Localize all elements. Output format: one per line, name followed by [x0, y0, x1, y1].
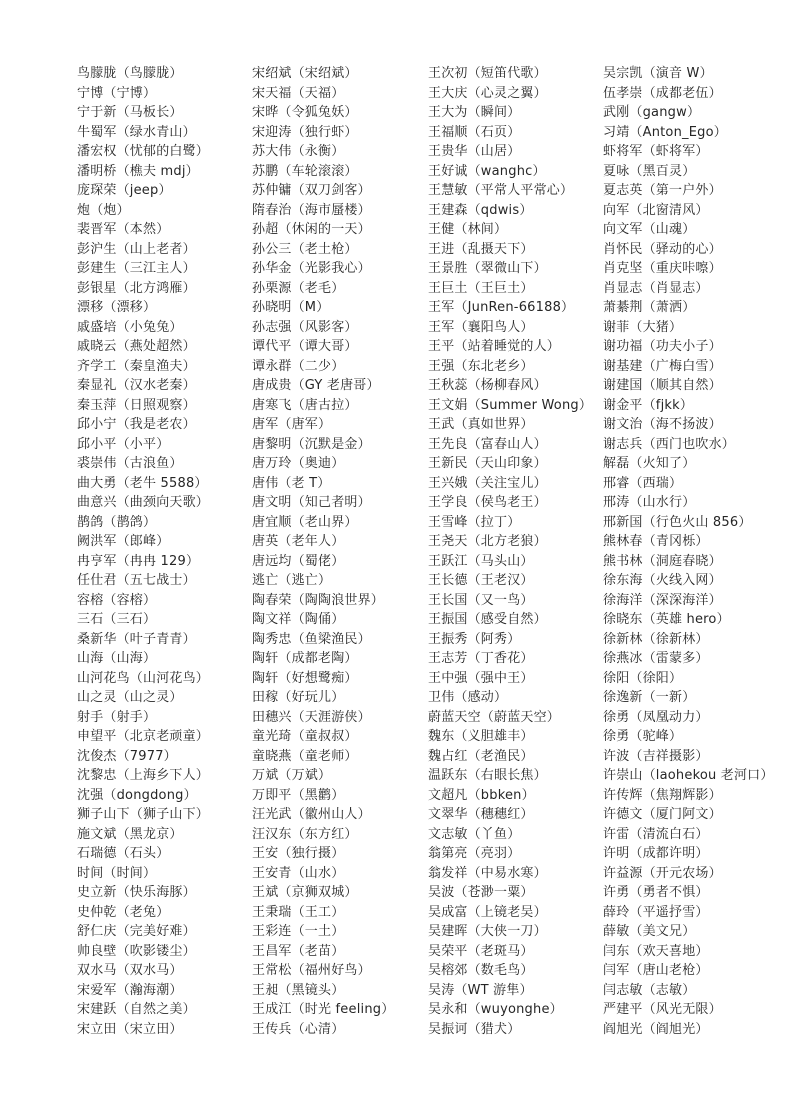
name-entry: 王景胜（翠微山下）	[428, 261, 547, 276]
name-entry: 彭建生（三江主人）	[77, 261, 196, 276]
name-entry: 徐新林（徐新林）	[603, 631, 709, 647]
name-entry: 吴波（苍渺一粟）	[428, 885, 534, 900]
name-entry: 沈黎忠（上海乡下人）	[77, 768, 210, 783]
name-entry: 邱小平（小平）	[77, 436, 170, 452]
name-entry: 孙超（休闲的一天）	[252, 222, 371, 237]
name-entry: 唐伟（老 T）	[252, 475, 331, 491]
name-entry: 王健（林间）	[428, 222, 508, 237]
name-entry: 王兴娥（关注宝儿）	[428, 475, 547, 491]
name-entry: 许雷（清流白石）	[603, 826, 709, 842]
name-entry: 王建森（qdwis）	[428, 202, 533, 218]
name-entry: 吴振诃（猎犬）	[428, 1021, 521, 1037]
name-entry: 戚晓云（燕处超然）	[77, 339, 196, 354]
name-entry: 魏东（义胆雄丰）	[428, 729, 534, 744]
name-entry: 魏占红（老渔民）	[428, 748, 534, 764]
name-entry: 彭沪生（山上老者）	[77, 241, 196, 257]
name-entry: 孙志强（风影客）	[252, 319, 358, 335]
name-entry: 许德文（厦门阿文）	[603, 807, 722, 822]
name-list-column-4	[603, 64, 790, 1039]
name-entry: 王大为（瞬间）	[428, 105, 521, 120]
name-entry: 石瑞德（石头）	[77, 846, 170, 861]
name-entry: 徐逸新（一新）	[603, 690, 696, 705]
name-entry: 王中强（强中王）	[428, 670, 534, 686]
name-entry: 戚盛培（小兔兔）	[77, 319, 183, 335]
name-entry: 邢新国（行色火山 856）	[603, 514, 752, 530]
name-entry: 徐晓东（英雄 hero）	[603, 612, 730, 627]
name-entry: 唐军（唐军）	[252, 417, 332, 432]
name-entry: 庞琛荣（jeep）	[77, 183, 172, 198]
name-entry: 孙公三（老土枪）	[252, 241, 358, 257]
name-entry: 王军（JunRen-66188）	[428, 300, 575, 315]
name-entry: 宋爱军（瀚海潮）	[77, 982, 183, 998]
name-entry: 陶轩（成都老陶）	[252, 651, 358, 666]
name-entry: 许传辉（焦翔辉影）	[603, 787, 722, 803]
name-entry: 闫志敏（志敏）	[603, 982, 696, 998]
name-entry: 王振国（感受自然）	[428, 612, 547, 627]
name-entry: 宋晔（令狐兔妖）	[252, 105, 358, 120]
name-entry: 吴榕郊（数毛鸟）	[428, 963, 534, 978]
name-entry: 宋绍斌（宋绍斌）	[252, 66, 358, 81]
name-entry: 徐阳（徐阳）	[603, 670, 683, 686]
name-entry: 解磊（火知了）	[603, 456, 696, 471]
name-entry: 谢基建（广梅白雪）	[603, 358, 722, 374]
name-entry: 翁第亮（亮羽）	[428, 846, 521, 861]
name-entry: 邢睿（西瑞）	[603, 475, 683, 491]
name-entry: 任仕君（五七战士）	[77, 573, 196, 588]
name-entry: 向文军（山魂）	[603, 222, 696, 237]
name-entry: 时间（时间）	[77, 865, 157, 881]
name-entry: 文志敏（丫鱼）	[428, 826, 521, 842]
name-entry: 宋立田（宋立田）	[77, 1021, 183, 1037]
name-entry: 唐宜顺（老山界）	[252, 514, 358, 530]
name-entry: 陶秀忠（鱼梁渔民）	[252, 631, 371, 647]
name-entry: 温跃东（右眼长焦）	[428, 768, 547, 783]
name-entry: 王昌军（老苗）	[252, 943, 345, 959]
name-entry: 王尧天（北方老狼）	[428, 534, 547, 549]
name-entry: 施文斌（黑龙京）	[77, 826, 183, 842]
name-entry: 蔚蓝天空（蔚蓝天空）	[428, 709, 561, 725]
name-entry: 文翠华（穗穗红）	[428, 807, 534, 822]
name-entry: 山海（山海）	[77, 651, 157, 666]
name-entry: 万即平（黑鹳）	[252, 787, 345, 803]
name-entry: 徐勇（凤凰动力）	[603, 709, 709, 725]
name-entry: 帅良壁（吹影镂尘）	[77, 943, 196, 959]
name-entry: 沈俊杰（7977）	[77, 748, 177, 764]
name-entry: 潘宏权（忧郁的白鹭）	[77, 144, 210, 159]
name-entry: 谢志兵（西门也吹水）	[603, 436, 736, 452]
name-entry: 史立新（快乐海豚）	[77, 885, 196, 900]
name-entry: 秦显礼（汉水老秦）	[77, 378, 196, 393]
name-entry: 许崇山（laohekou 老河口）	[603, 768, 774, 783]
name-entry: 王强（东北老乡）	[428, 358, 534, 374]
name-entry: 王斌（京狮双城）	[252, 885, 358, 900]
name-entry: 王彩连（一土）	[252, 924, 345, 939]
name-entry: 唐文明（知己者明）	[252, 495, 371, 510]
name-entry: 王新民（天山印象）	[428, 456, 547, 471]
name-entry: 孙晓明（M）	[252, 300, 330, 315]
name-entry: 谢功福（功夫小子）	[603, 339, 722, 354]
name-entry: 熊林春（青冈栎）	[603, 534, 709, 549]
name-entry: 徐东海（火线入网）	[603, 573, 722, 588]
name-entry: 阙洪军（郎峰）	[77, 534, 170, 549]
name-entry: 徐燕冰（雷蒙多）	[603, 651, 709, 666]
name-entry: 王跃江（马头山）	[428, 553, 534, 569]
name-entry: 王安（独行摄）	[252, 846, 345, 861]
name-entry: 漂移（漂移）	[77, 300, 157, 315]
name-entry: 谭永群（二少）	[252, 358, 345, 374]
name-entry: 吴成富（上镜老吴）	[428, 904, 547, 920]
name-entry: 炮（炮）	[77, 202, 130, 218]
name-entry: 曲意兴（曲颈向天歌）	[77, 495, 210, 510]
name-entry: 彭银星（北方鸿雁）	[77, 280, 196, 296]
name-entry: 王贵华（山居）	[428, 144, 521, 159]
name-entry: 虾将军（虾将军）	[603, 144, 709, 159]
name-entry: 谭代平（谭大哥）	[252, 339, 358, 354]
name-entry: 王次初（短笛代歌）	[428, 66, 547, 81]
name-entry: 陶春荣（陶陶浪世界）	[252, 592, 385, 608]
name-entry: 王昶（黑镜头）	[252, 982, 345, 998]
name-entry: 萧綦荆（萧洒）	[603, 300, 696, 315]
name-entry: 卫伟（感动）	[428, 690, 508, 705]
name-entry: 吴建晖（大侠一刀）	[428, 924, 547, 939]
name-entry: 裘崇伟（古浪鱼）	[77, 456, 183, 471]
name-entry: 宋迎涛（独行虾）	[252, 124, 358, 140]
name-entry: 谢建国（顺其自然）	[603, 378, 722, 393]
name-entry: 狮子山下（狮子山下）	[77, 807, 210, 822]
name-entry: 申望平（北京老顽童）	[77, 729, 210, 744]
name-entry: 吴荣平（老斑马）	[428, 943, 534, 959]
name-entry: 秦玉萍（日照观察）	[77, 397, 196, 413]
name-entry: 王安青（山水）	[252, 865, 345, 881]
name-entry: 逃亡（逃亡）	[252, 573, 332, 588]
name-entry: 王慧敏（平常人平常心）	[428, 183, 574, 198]
name-entry: 谢菲（大猪）	[603, 319, 683, 335]
name-entry: 邢涛（山水行）	[603, 495, 696, 510]
name-entry: 王进（乱摄天下）	[428, 241, 534, 257]
name-entry: 王平（站着睡觉的人）	[428, 339, 561, 354]
name-entry: 潘明桥（樵夫 mdj）	[77, 163, 199, 179]
name-entry: 王传兵（心清）	[252, 1021, 345, 1037]
name-entry: 王巨土（王巨土）	[428, 280, 534, 296]
name-entry: 伍孝崇（成都老伍）	[603, 85, 722, 101]
name-entry: 王大庆（心灵之翼）	[428, 85, 547, 101]
name-entry: 唐成贵（GY 老唐哥）	[252, 378, 380, 393]
name-entry: 隋春治（海市蜃楼）	[252, 202, 371, 218]
name-entry: 宁博（宁博）	[77, 85, 157, 101]
name-entry: 王先良（富春山人）	[428, 436, 547, 452]
name-entry: 孙栗源（老毛）	[252, 280, 345, 296]
name-entry: 阎旭光（阎旭光）	[603, 1021, 709, 1037]
name-entry: 裴晋军（本然）	[77, 222, 170, 237]
name-entry: 田穗兴（天涯游侠）	[252, 709, 371, 725]
name-entry: 唐英（老年人）	[252, 534, 345, 549]
name-entry: 童光琦（童叔叔）	[252, 729, 358, 744]
name-entry: 许波（吉祥摄影）	[603, 748, 709, 764]
name-entry: 冉亨军（冉冉 129）	[77, 553, 200, 569]
name-entry: 鹊鸽（鹊鸽）	[77, 514, 157, 530]
name-entry: 王成江（时光 feeling）	[252, 1002, 395, 1017]
name-entry: 文超凡（bbken）	[428, 787, 535, 803]
name-entry: 唐万玲（奥迪）	[252, 456, 345, 471]
name-entry: 肖显志（肖显志）	[603, 280, 709, 296]
name-entry: 桑新华（叶子青青）	[77, 631, 196, 647]
name-entry: 吴永和（wuyonghe）	[428, 1002, 563, 1017]
name-entry: 王学良（侯鸟老王）	[428, 495, 547, 510]
name-entry: 熊书林（洞庭春晓）	[603, 553, 722, 569]
name-entry: 肖怀民（驿动的心）	[603, 241, 722, 257]
name-entry: 翁发祥（中易水寒）	[428, 865, 547, 881]
name-entry: 徐勇（驼峰）	[603, 729, 683, 744]
name-entry: 夏咏（黑百灵）	[603, 163, 696, 179]
name-entry: 汪汉东（东方红）	[252, 826, 358, 842]
name-entry: 沈强（dongdong）	[77, 787, 197, 803]
name-entry: 宋建跃（自然之美）	[77, 1002, 196, 1017]
name-entry: 汪光武（徽州山人）	[252, 807, 371, 822]
name-entry: 宋天福（天福）	[252, 85, 345, 101]
name-entry: 王军（襄阳鸟人）	[428, 319, 534, 335]
name-entry: 射手（射手）	[77, 709, 157, 725]
name-entry: 王常松（福州好鸟）	[252, 963, 371, 978]
name-entry: 苏仲镛（双刀剑客）	[252, 183, 371, 198]
name-entry: 薛玲（平遥抒雪）	[603, 904, 709, 920]
name-entry: 双水马（双水马）	[77, 963, 183, 978]
name-entry: 三石（三石）	[77, 612, 157, 627]
name-entry: 严建平（风光无限）	[603, 1002, 722, 1017]
name-entry: 齐学工（秦皇渔夫）	[77, 358, 196, 374]
name-list-column-1	[77, 64, 265, 1039]
name-entry: 王雪峰（拉丁）	[428, 514, 521, 530]
name-entry: 容榕（容榕）	[77, 592, 157, 608]
name-entry: 王长德（王老汉）	[428, 573, 534, 588]
name-entry: 苏鹏（车轮滚滚）	[252, 163, 358, 179]
name-entry: 薛敏（美文兄）	[603, 924, 696, 939]
name-entry: 王长国（又一鸟）	[428, 592, 534, 608]
name-list-column-3	[428, 64, 616, 1039]
name-entry: 王志芳（丁香花）	[428, 651, 534, 666]
name-entry: 谢金平（fjkk）	[603, 397, 694, 413]
name-entry: 牛蜀军（绿水青山）	[77, 124, 196, 140]
name-entry: 唐远均（蜀佬）	[252, 553, 345, 569]
name-entry: 山河花鸟（山河花鸟）	[77, 670, 210, 686]
name-entry: 唐黎明（沉默是金）	[252, 436, 371, 452]
name-entry: 邱小宁（我是老农）	[77, 417, 196, 432]
name-entry: 万斌（万斌）	[252, 768, 332, 783]
name-entry: 陶文祥（陶俑）	[252, 612, 345, 627]
name-entry: 肖克坚（重庆咔嚓）	[603, 261, 722, 276]
name-entry: 鸟朦胧（鸟朦胧）	[77, 66, 183, 81]
name-entry: 王秉瑞（王工）	[252, 904, 345, 920]
name-entry: 许勇（勇者不惧）	[603, 885, 709, 900]
name-entry: 王振秀（阿秀）	[428, 631, 521, 647]
name-list-column-2	[252, 64, 440, 1039]
name-entry: 向军（北窗清风）	[603, 202, 709, 218]
name-entry: 王文娟（Summer Wong）	[428, 397, 593, 413]
name-entry: 王武（真如世界）	[428, 417, 534, 432]
name-entry: 山之灵（山之灵）	[77, 690, 183, 705]
name-entry: 唐寒飞（唐古拉）	[252, 397, 358, 413]
name-entry: 吴宗凯（演音 W）	[603, 66, 713, 81]
name-entry: 吴涛（WT 游隼）	[428, 982, 533, 998]
name-entry: 曲大勇（老牛 5588）	[77, 475, 208, 491]
name-entry: 孙华金（光影我心）	[252, 261, 371, 276]
name-entry: 王好诚（wanghc）	[428, 163, 546, 179]
name-entry: 闫东（欢天喜地）	[603, 943, 709, 959]
name-entry: 田稼（好玩儿）	[252, 690, 345, 705]
name-entry: 武刚（gangw）	[603, 105, 701, 120]
name-entry: 王福顺（石页）	[428, 124, 521, 140]
name-entry: 王秋蕊（杨柳春风）	[428, 378, 547, 393]
name-entry: 许明（成都许明）	[603, 846, 709, 861]
name-entry: 夏志英（第一户外）	[603, 183, 722, 198]
name-entry: 闫军（唐山老枪）	[603, 963, 709, 978]
name-entry: 舒仁庆（完美好难）	[77, 924, 196, 939]
name-entry: 许益源（开元农场）	[603, 865, 722, 881]
name-entry: 苏大伟（永衡）	[252, 144, 345, 159]
name-entry: 史仲乾（老兔）	[77, 904, 170, 920]
name-entry: 宁于新（马板长）	[77, 105, 183, 120]
name-entry: 谢文治（海不扬波）	[603, 417, 722, 432]
name-entry: 童晓燕（童老师）	[252, 748, 358, 764]
name-entry: 陶轩（好想鹭痴）	[252, 670, 358, 686]
name-entry: 习靖（Anton_Ego）	[603, 124, 727, 140]
name-entry: 徐海洋（深深海洋）	[603, 592, 722, 608]
